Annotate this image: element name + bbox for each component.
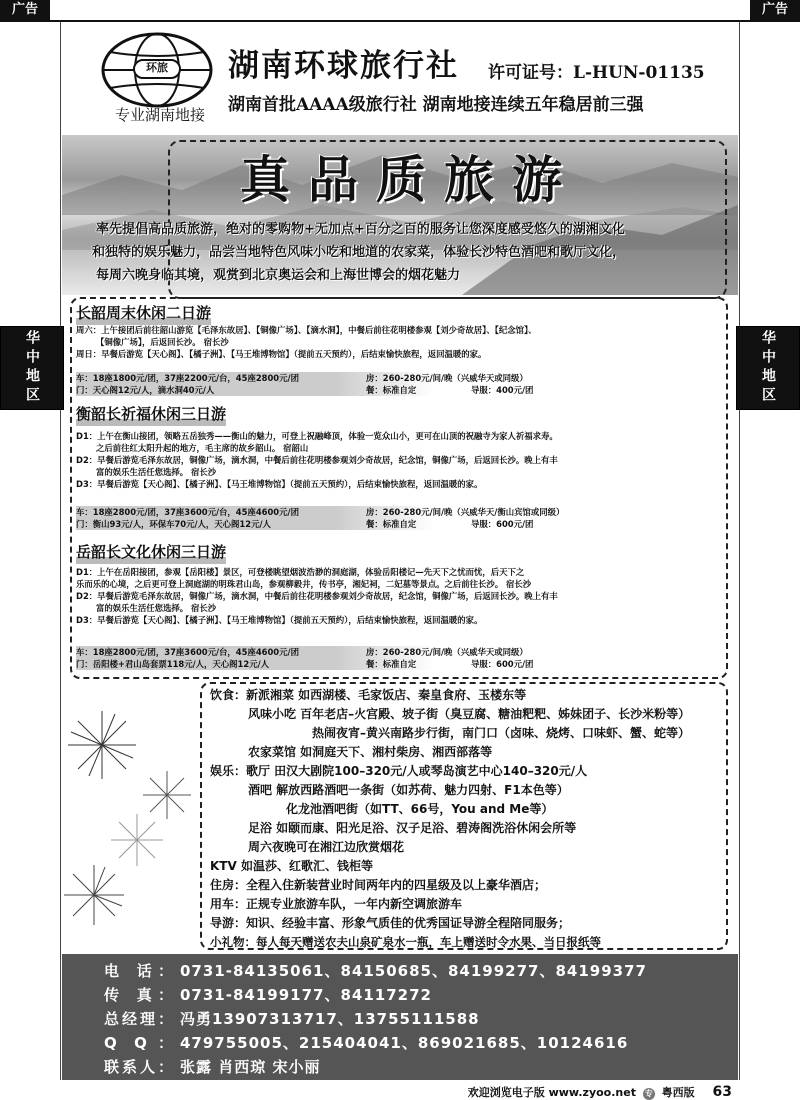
ad-tag-left: 广告 [0, 0, 50, 20]
tour-prices [76, 506, 726, 530]
contact-phone: 电 话： 0731-84135061、84150685、84199277、84199377 [104, 962, 647, 980]
company-name: 湖南环球旅行社 [228, 48, 459, 84]
amenity-line: 化龙池酒吧街（如TT、66号，You and Me等） [286, 802, 554, 816]
itinerary-line: 周六：上午接团后前往韶山游览【毛泽东故居】、【铜像广场】、【滴水洞】，中餐后前往花明楼参观【刘少奇故居】、【纪念馆】、 [76, 325, 537, 335]
contact-persons: 联系人： 张露 肖西琼 宋小丽 [104, 1058, 321, 1076]
price-row: 门：衡山93元/人，环保车70元/人，天心阁12元/人 餐：标准自定 导服：600元/团 [76, 518, 726, 530]
hero-line: 率先提倡高品质旅游，绝对的零购物+无加点+百分之百的服务让您深度感受悠久的湖湘文化 [96, 222, 625, 237]
amenity-line: 农家菜馆 如洞庭天下、湘村柴房、湘西部落等 [248, 745, 493, 759]
region-tab-right: 华中地区 [736, 326, 800, 410]
tour-prices [76, 372, 726, 396]
slogan: 专业湖南地接 [114, 106, 205, 124]
ad-tag-right: 广告 [750, 0, 800, 20]
footer-edition: 粤西版 [661, 1086, 695, 1099]
footer-site: 欢迎浏览电子版 www.zyoo.net [467, 1086, 636, 1099]
itinerary-line: 乐而乐的心境，之后更可登上洞庭湖的明珠君山岛，参观柳毅井，传书亭，湘妃祠，二妃墓等景点。之后前往长沙。 宿长沙 [76, 579, 532, 589]
amenity-line: 饮食：新派湘菜 如西湖楼、毛家饭店、秦皇食府、玉楼东等 [210, 688, 527, 702]
amenity-line: KTV 如温莎、红歌汇、钱柜等 [210, 859, 373, 873]
itinerary-line: D1：上午在岳阳接团，参观【岳阳楼】景区，可登楼眺望烟波浩渺的洞庭湖，体验岳阳楼记—先天下之忧而忧，后天下之 [76, 567, 525, 577]
amenity-line: 用车：正规专业旅游车队，一年内新空调旅游车 [210, 897, 463, 911]
amenity-line: 导游：知识、经验丰富、形象气质佳的优秀国证导游全程陪同服务； [210, 916, 571, 930]
amenity-line: 娱乐：歌厅 田汉大剧院100–320元/人或琴岛演艺中心140–320元/人 [210, 764, 588, 778]
tour-title: 长韶周末休闲二日游 [76, 302, 211, 323]
logo-text: 环旅 [146, 61, 168, 74]
itinerary-line: 【铜像广场】，后返回长沙。 宿长沙 [96, 337, 229, 347]
amenity-line: 酒吧 解放西路酒吧一条街（如苏荷、魅力四射、F1本色等） [248, 783, 569, 797]
price-row: 门：岳阳楼+君山岛套票118元/人，天心阁12元/人 餐：标准自定 导服：600元/团 [76, 658, 726, 670]
page-footer [468, 1084, 732, 1100]
tour-itinerary [76, 566, 726, 626]
tour-itinerary [76, 430, 726, 490]
company-tagline: 湖南首批AAAA级旅行社 湖南地接连续五年稳居前三强 [228, 95, 644, 115]
price-row: 门：天心阁12元/人，滴水洞40元/人 餐：标准自定 导服：400元/团 [76, 384, 726, 396]
tour-itinerary [76, 324, 726, 360]
license-number: 许可证号：L-HUN-01135 [488, 63, 705, 83]
region-tab-left: 华中地区 [0, 326, 64, 410]
hero-title: 真品质旅游 [240, 150, 580, 209]
contact-fax: 传 真： 0731-84199177、84117272 [104, 986, 432, 1004]
contact-manager: 总经理： 冯勇13907313717、13755111588 [104, 1010, 480, 1028]
itinerary-line: 周日：早餐后游览【天心阁】、【橘子洲】、【马王堆博物馆】（提前五天预约），后结束愉快旅程，返回温暖的家。 [76, 349, 487, 359]
hero-intro [92, 218, 726, 287]
amenity-line: 周六夜晚可在湘江边欣赏烟花 [248, 840, 405, 854]
itinerary-line: D2：早餐后游览毛泽东故居，铜像广场，滴水洞，中餐后前往花明楼参观刘少奇故居，纪念馆，铜像广场，后返回长沙。晚上有丰 [76, 455, 558, 465]
itinerary-line: 之后前往红太阳升起的地方，毛主席的故乡韶山。 宿韶山 [96, 443, 309, 453]
itinerary-line: 富的娱乐生活任您选择。 宿长沙 [96, 603, 217, 613]
contact-qq: Q Q： 479755005、215404041、869021685、10124616 [104, 1034, 629, 1052]
price-row: 车：18座1800元/团，37座2200元/台，45座2800元/团 房：260-280元/间/晚（兴威华天或同级） [76, 372, 726, 384]
tour-prices [76, 646, 726, 670]
itinerary-line: D3：早餐后游览【天心阁】、【橘子洲】、【马王堆博物馆】（提前五天预约），后结束愉快旅程，返回温暖的家。 [76, 479, 483, 489]
amenity-line: 热闹夜宵–黄兴南路步行街，南门口（卤味、烧烤、口味虾、蟹、蛇等） [312, 726, 691, 740]
amenity-line: 足浴 如颐而康、阳光足浴、汉子足浴、碧涛阁洗浴休闲会所等 [248, 821, 577, 835]
itinerary-line: 富的娱乐生活任您选择。 宿长沙 [96, 467, 217, 477]
edition-badge-icon: 专 [644, 1089, 653, 1098]
price-row: 车：18座2800元/团，37座3600元/台，45座4600元/团 房：260-280元/间/晚（兴威华天或同级） [76, 646, 726, 658]
amenity-line: 小礼物：每人每天赠送农夫山泉矿泉水一瓶，车上赠送时令水果、当日报纸等 [210, 935, 601, 949]
itinerary-line: D2：早餐后游览毛泽东故居，铜像广场，滴水洞，中餐后前往花明楼参观刘少奇故居，纪念馆，铜像广场，后返回长沙。晚上有丰 [76, 591, 558, 601]
hero-line: 每周六晚身临其境，观赏到北京奥运会和上海世博会的烟花魅力 [96, 268, 461, 283]
price-row: 车：18座2800元/团，37座3600元/台，45座4600元/团 房：260-280元/间/晚（兴威华天/衡山宾馆或同级） [76, 506, 726, 518]
page-number: 63 [712, 1084, 732, 1100]
fireworks-image [62, 690, 200, 950]
itinerary-line: D1：上午在衡山接团，领略五岳独秀——衡山的魅力，可登上祝融峰顶，体验一览众山小，更可在山顶的祝融寺为家人祈福求寿。 [76, 431, 558, 441]
hero-line: 和独特的娱乐魅力，品尝当地特色风味小吃和地道的农家菜，体验长沙特色酒吧和歌厅文化， [92, 245, 626, 260]
tour-title: 衡韶长祈福休闲三日游 [76, 403, 226, 424]
amenity-line: 住房：全程入住新装营业时间两年内的四星级及以上豪华酒店； [210, 878, 547, 892]
itinerary-line: D3：早餐后游览【天心阁】、【橘子洲】、【马王堆博物馆】（提前五天预约），后结束愉快旅程，返回温暖的家。 [76, 615, 483, 625]
tour-title: 岳韶长文化休闲三日游 [76, 541, 226, 562]
amenity-line: 风味小吃 百年老店–火宫殿、坡子街（臭豆腐、糖油粑粑、姊妹团子、长沙米粉等） [248, 707, 691, 721]
